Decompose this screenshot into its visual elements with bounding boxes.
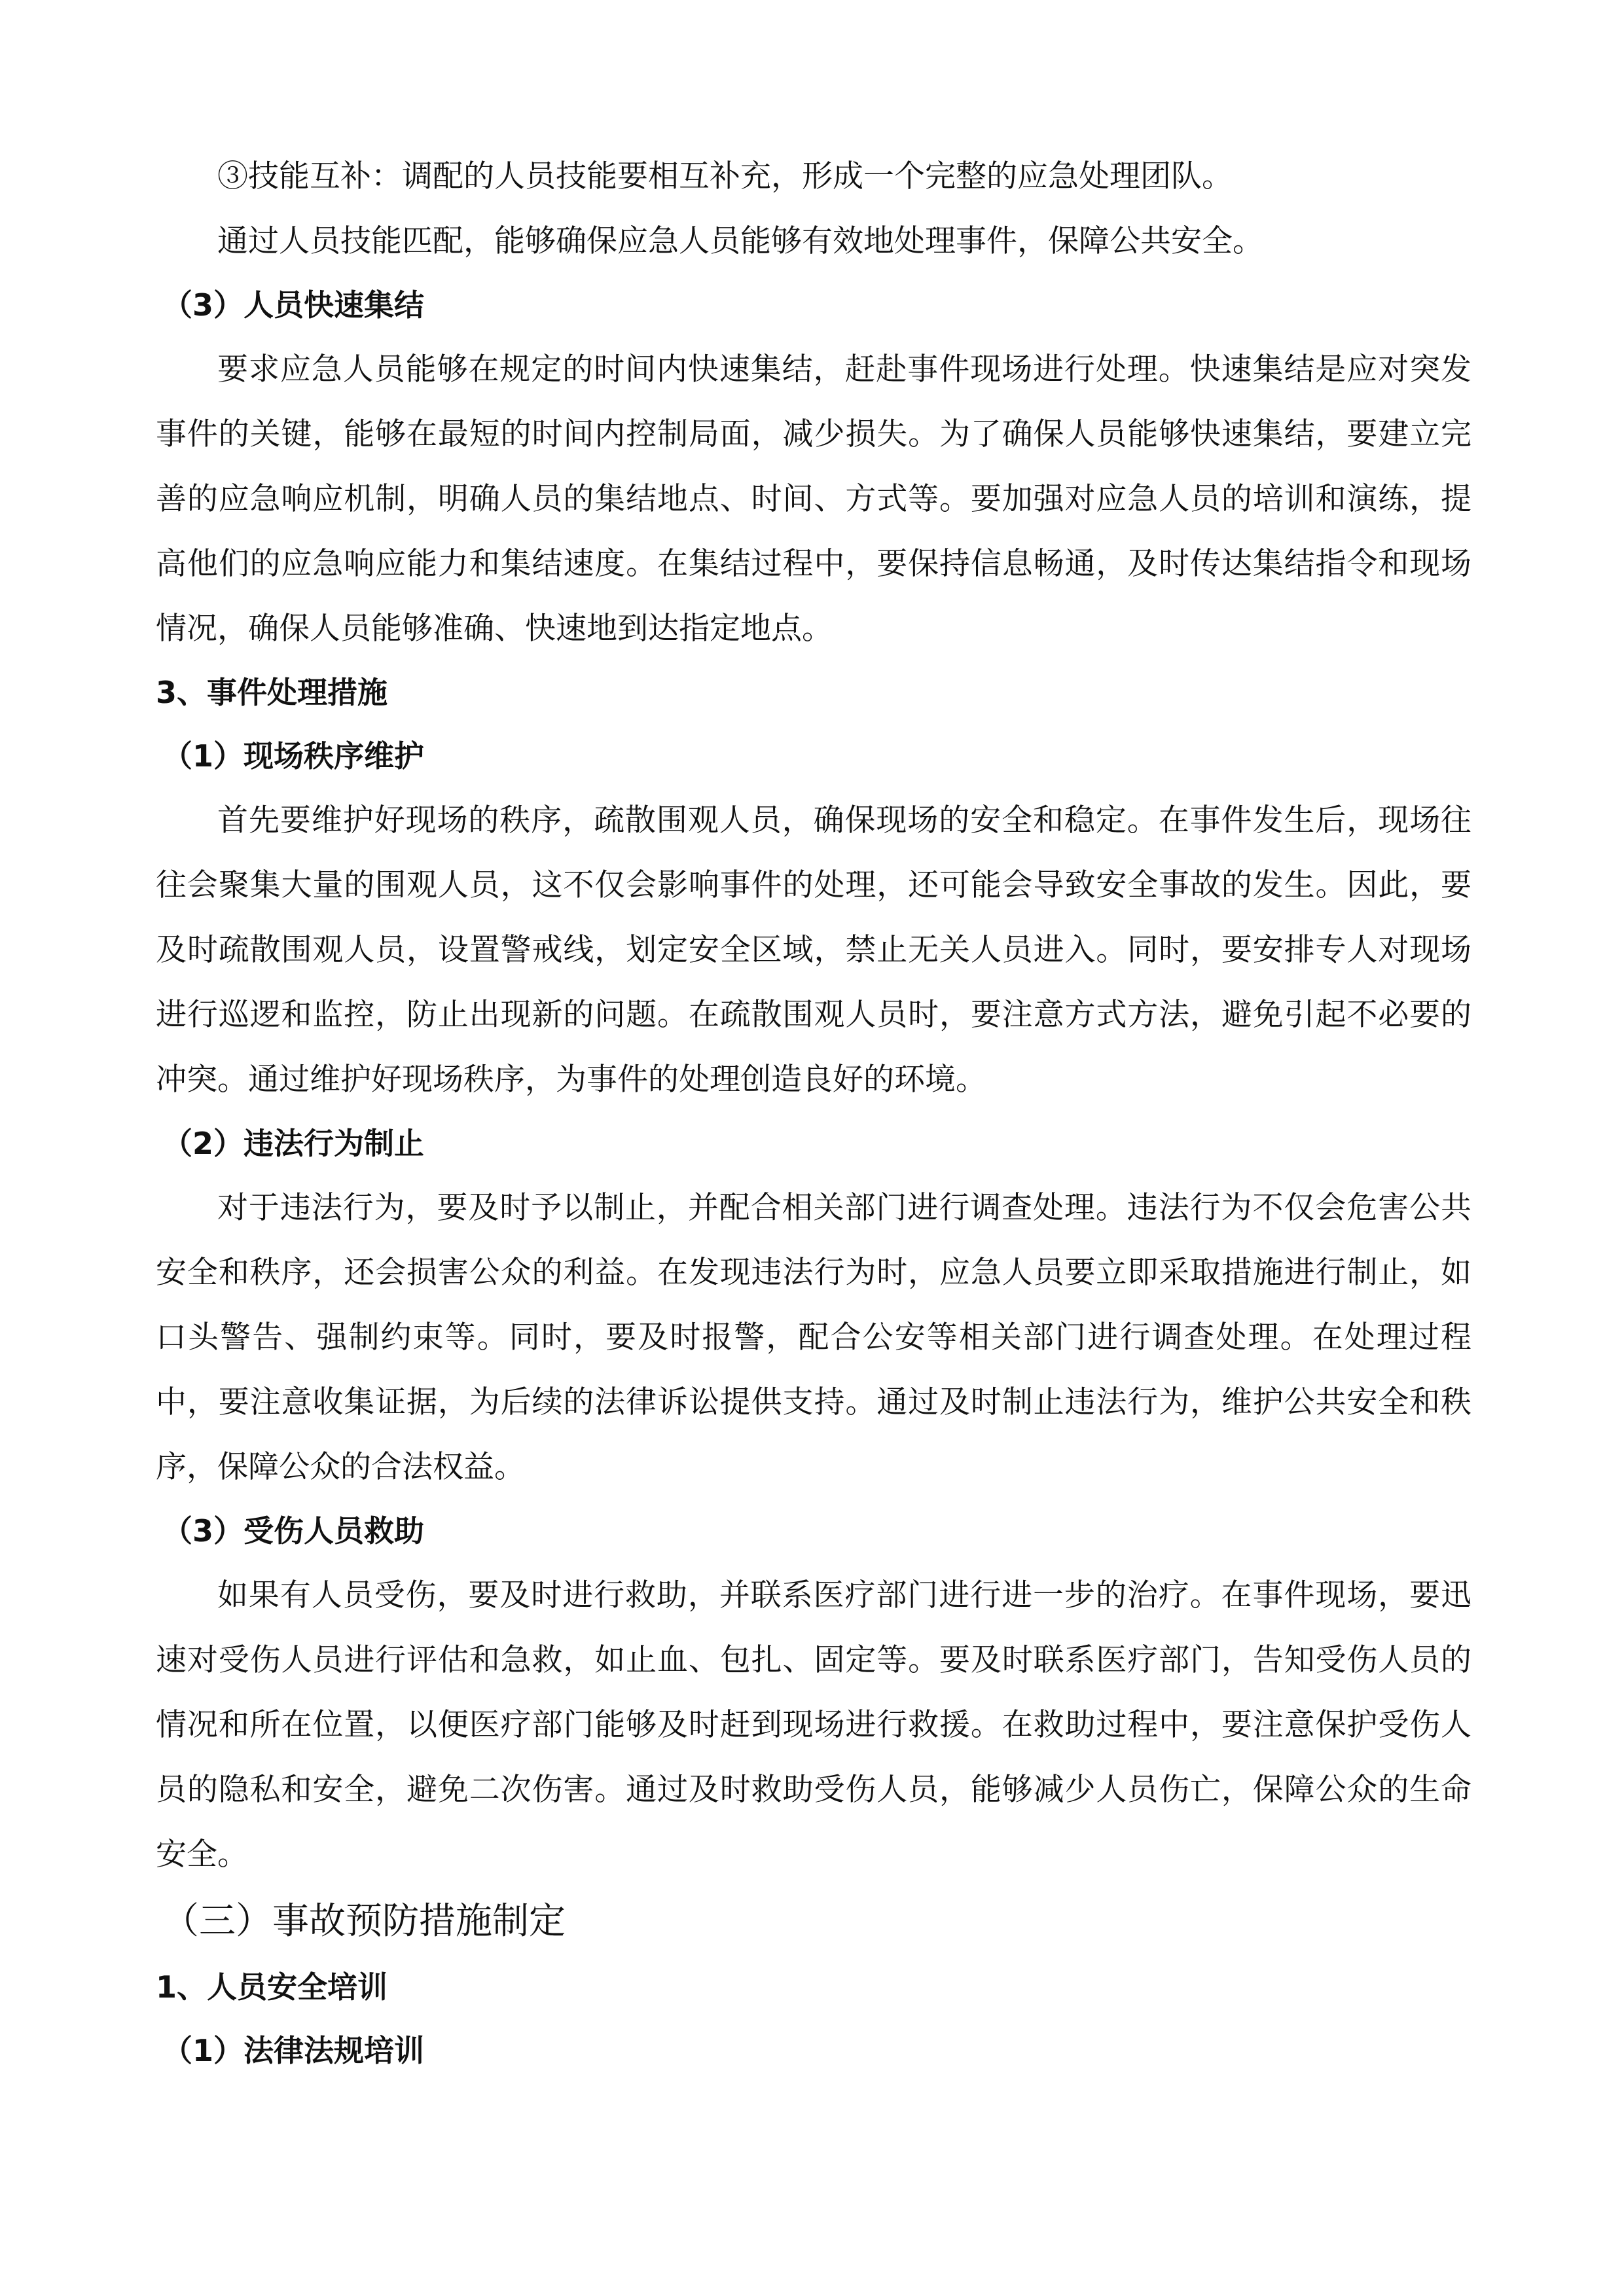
section-heading-accident-prevention: （三）事故预防措施制定 [162, 1900, 566, 1943]
subheading-legal-training: （1）法律法规培训 [162, 2033, 425, 2068]
subheading-site-order: （1）现场秩序维护 [162, 738, 425, 774]
paragraph-skill-matching-summary: 通过人员技能匹配，能够确保应急人员能够有效地处理事件，保障公共安全。 [217, 223, 1263, 259]
heading-incident-handling: 3、事件处理措施 [156, 675, 388, 710]
document-content [156, 144, 1471, 2083]
subheading-illegal-acts: （2）违法行为制止 [162, 1126, 425, 1161]
paragraph-illegal-acts: 对于违法行为，要及时予以制止，并配合相关部门进行调查处理。违法行为不仅会危害公共安全和秩序，还会损害公众的利益。在发现违法行为时，应急人员要立即采取措施进行制止，如口头警告、强制约束等。同时，要及时报警，配合公安等相关部门进行调查处理。在处理过程中，要注意收集证据，为后续的法律诉讼提供支持。通过及时制止违法行为，维护公共安全和秩序，保障公众的合法权益。 [156, 1190, 1471, 1485]
heading-safety-training: 1、人员安全培训 [156, 1969, 388, 2005]
subheading-injured-rescue: （3）受伤人员救助 [162, 1513, 425, 1549]
subheading-rapid-assembly: （3）人员快速集结 [162, 287, 425, 323]
paragraph-rapid-assembly: 要求应急人员能够在规定的时间内快速集结，赶赴事件现场进行处理。快速集结是应对突发事件的关键，能够在最短的时间内控制局面，减少损失。为了确保人员能够快速集结，要建立完善的应急响应机制，明确人员的集结地点、时间、方式等。要加强对应急人员的培训和演练，提高他们的应急响应能力和集结速度。在集结过程中，要保持信息畅通，及时传达集结指令和现场情况，确保人员能够准确、快速地到达指定地点。 [156, 351, 1471, 647]
paragraph-site-order: 首先要维护好现场的秩序，疏散围观人员，确保现场的安全和稳定。在事件发生后，现场往往会聚集大量的围观人员，这不仅会影响事件的处理，还可能会导致安全事故的发生。因此，要及时疏散围观人员，设置警戒线，划定安全区域，禁止无关人员进入。同时，要安排专人对现场进行巡逻和监控，防止出现新的问题。在疏散围观人员时，要注意方式方法，避免引起不必要的冲突。通过维护好现场秩序，为事件的处理创造良好的环境。 [156, 802, 1471, 1098]
paragraph-injured-rescue: 如果有人员受伤，要及时进行救助，并联系医疗部门进行进一步的治疗。在事件现场，要迅速对受伤人员进行评估和急救，如止血、包扎、固定等。要及时联系医疗部门，告知受伤人员的情况和所在位置，以便医疗部门能够及时赶到现场进行救援。在救助过程中，要注意保护受伤人员的隐私和安全，避免二次伤害。通过及时救助受伤人员，能够减少人员伤亡，保障公众的生命安全。 [156, 1577, 1471, 1873]
paragraph-skill-complement: ③技能互补：调配的人员技能要相互补充，形成一个完整的应急处理团队。 [217, 158, 1233, 194]
